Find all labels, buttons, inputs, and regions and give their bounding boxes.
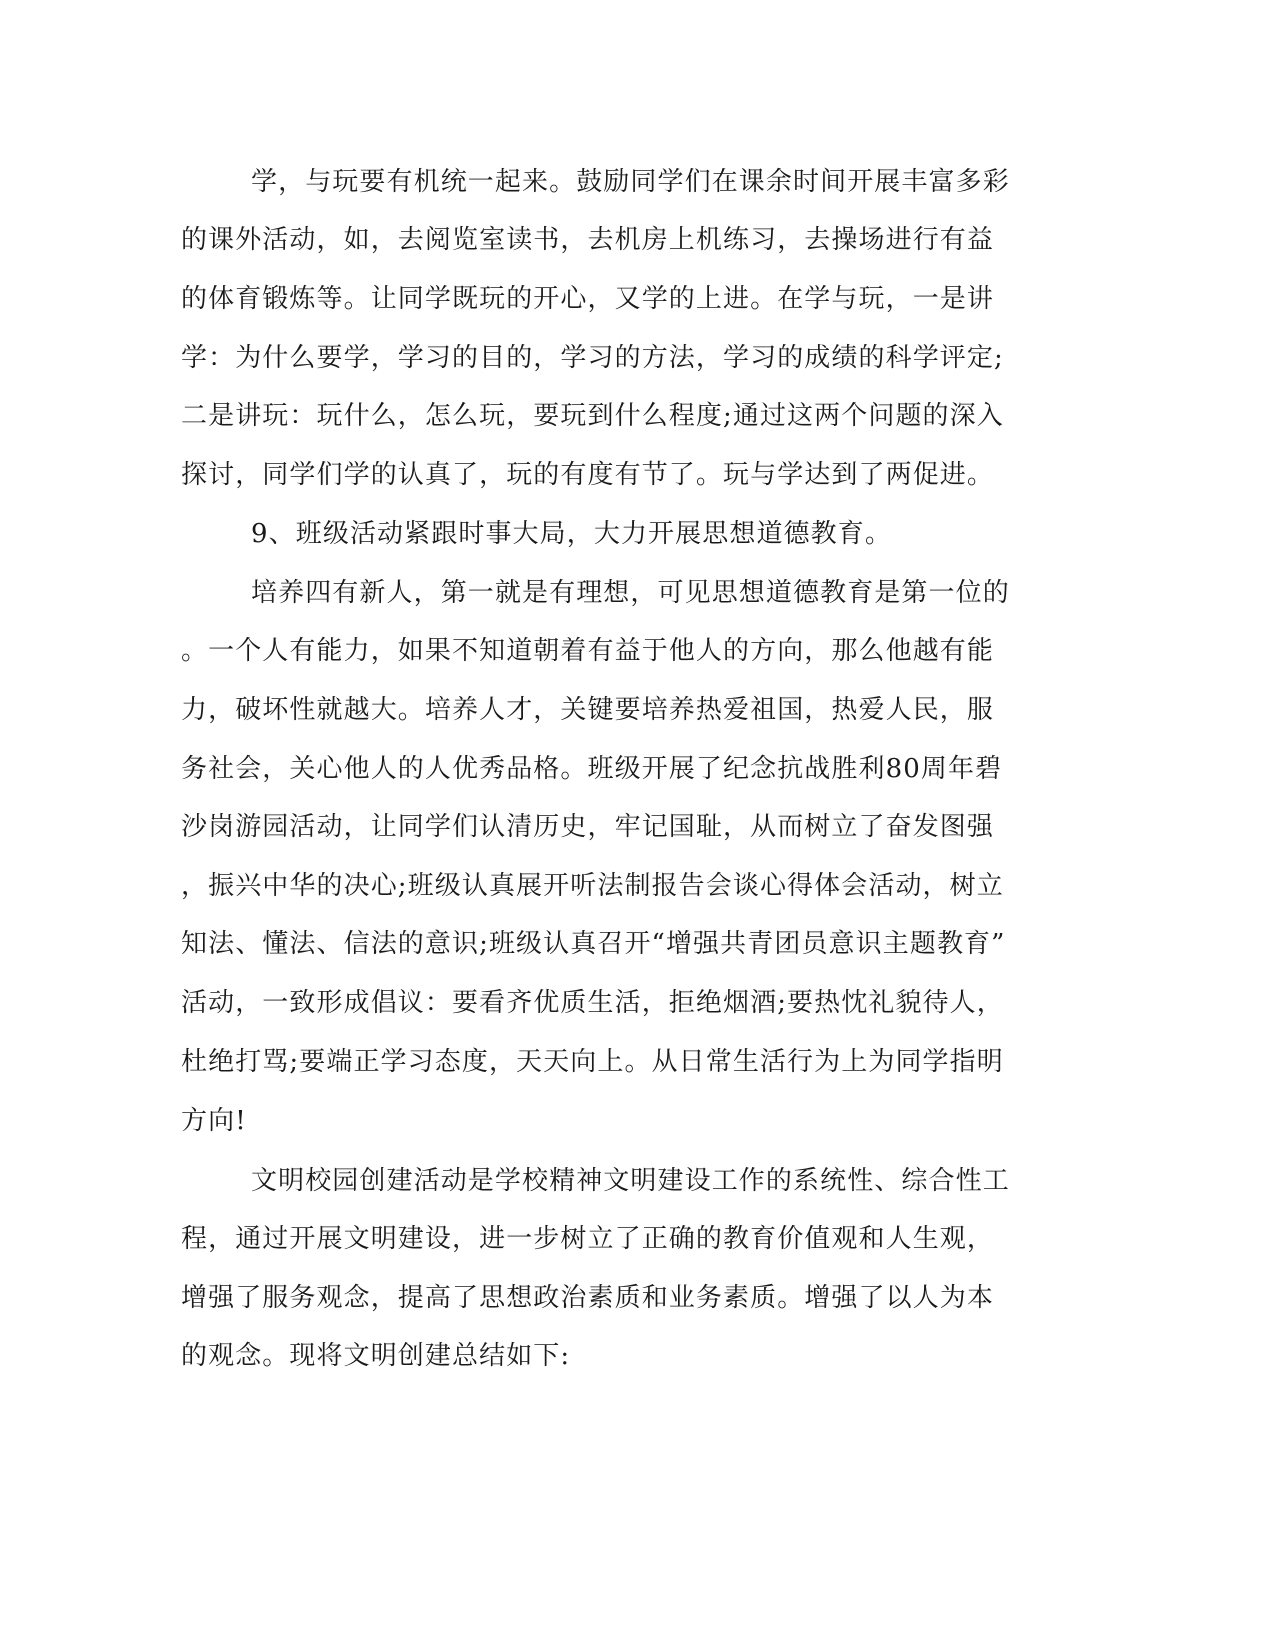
paragraph-line: 沙岗游园活动，让同学们认清历史，牢记国耻，从而树立了奋发图强 [181, 812, 995, 842]
paragraph-line: 活动，一致形成倡议：要看齐优质生活，拒绝烟酒;要热忱礼貌待人， [181, 988, 1004, 1018]
paragraph-line: 知法、懂法、信法的意识;班级认真召开“增强共青团员意识主题教育” [181, 929, 1006, 959]
paragraph-line: 程，通过开展文明建设，进一步树立了正确的教育价值观和人生观， [181, 1224, 995, 1254]
paragraph-line: 。一个人有能力，如果不知道朝着有益于他人的方向，那么他越有能 [181, 636, 995, 666]
paragraph-line: 探讨，同学们学的认真了，玩的有度有节了。玩与学达到了两促进。 [181, 460, 995, 490]
paragraph-line: 学：为什么要学，学习的目的，学习的方法，学习的成绩的科学评定; [181, 343, 1004, 373]
paragraph-line: 务社会，关心他人的人优秀品格。班级开展了纪念抗战胜利80周年碧 [181, 754, 1003, 784]
paragraph-line: 培养四有新人，第一就是有理想，可见思想道德教育是第一位的 [251, 578, 1010, 608]
paragraph-line: 学，与玩要有机统一起来。鼓励同学们在课余时间开展丰富多彩 [251, 167, 1010, 197]
paragraph-line: ，振兴中华的决心;班级认真展开听法制报告会谈心得体会活动，树立 [181, 871, 1004, 901]
paragraph-line: 增强了服务观念，提高了思想政治素质和业务素质。增强了以人为本 [181, 1283, 995, 1313]
paragraph-line: 二是讲玩：玩什么，怎么玩，要玩到什么程度;通过这两个问题的深入 [181, 401, 1004, 431]
paragraph-line: 的观念。现将文明创建总结如下: [181, 1341, 571, 1371]
paragraph-line: 方向! [181, 1106, 247, 1136]
paragraph-line: 文明校园创建活动是学校精神文明建设工作的系统性、综合性工 [251, 1166, 1010, 1196]
paragraph-line: 的体育锻炼等。让同学既玩的开心，又学的上进。在学与玩，一是讲 [181, 284, 995, 314]
paragraph-line: 力，破坏性就越大。培养人才，关键要培养热爱祖国，热爱人民，服 [181, 695, 995, 725]
paragraph-line: 杜绝打骂;要端正学习态度，天天向上。从日常生活行为上为同学指明 [181, 1047, 1004, 1077]
section-heading: 9、班级活动紧跟时事大局，大力开展思想道德教育。 [251, 519, 892, 549]
paragraph-line: 的课外活动，如，去阅览室读书，去机房上机练习，去操场进行有益 [181, 225, 995, 255]
